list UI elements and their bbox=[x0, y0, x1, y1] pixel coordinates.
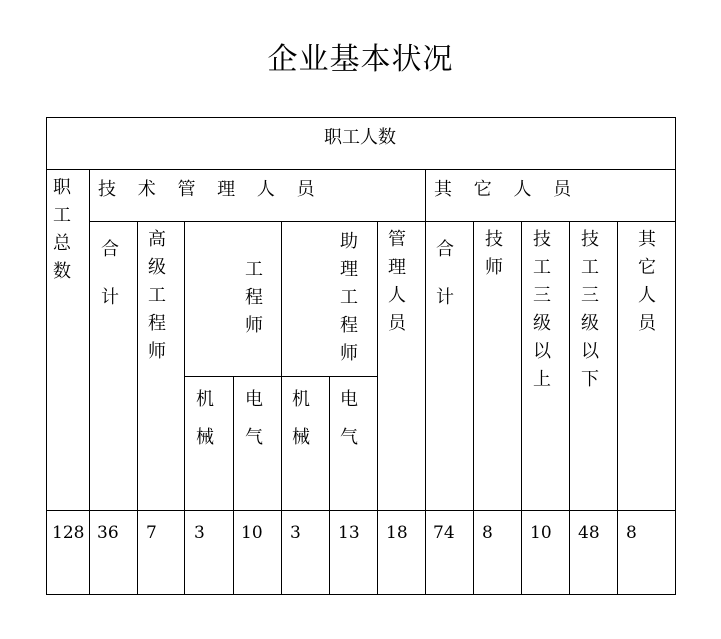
col-tech-grade3-above: 技工三级以上 bbox=[533, 229, 551, 390]
col-senior-engineer: 高级工程师 bbox=[148, 229, 166, 362]
col-management-staff: 管理人员 bbox=[388, 229, 406, 334]
col-divider bbox=[137, 221, 138, 595]
col-technician: 技师 bbox=[485, 229, 503, 278]
row-divider bbox=[89, 221, 676, 222]
table-border-top bbox=[46, 117, 676, 118]
value-senior-engineer: 7 bbox=[146, 523, 157, 543]
col-divider bbox=[281, 221, 282, 595]
header-tech-management: 技 术 管 理 人 员 bbox=[98, 179, 323, 200]
header-total-staff: 职工总数 bbox=[53, 177, 71, 282]
col-divider bbox=[425, 169, 426, 595]
value-assistant-mechanical: 3 bbox=[290, 523, 301, 543]
value-tech-grade3-above: 10 bbox=[530, 523, 552, 543]
col-tech-grade3-below: 技工三级以下 bbox=[581, 229, 599, 390]
col-mechanical-2: 机械 bbox=[292, 389, 310, 448]
col-divider bbox=[184, 221, 185, 595]
value-subtotal-2: 74 bbox=[433, 523, 455, 543]
header-other-staff: 其 它 人 员 bbox=[434, 179, 580, 200]
row-divider bbox=[46, 510, 676, 511]
col-divider bbox=[473, 221, 474, 595]
col-subtotal-1: 合计 bbox=[101, 239, 119, 308]
value-tech-grade3-below: 48 bbox=[578, 523, 600, 543]
col-divider bbox=[329, 376, 330, 595]
value-engineer-electrical: 10 bbox=[241, 523, 263, 543]
table-border-right bbox=[675, 117, 676, 595]
value-engineer-mechanical: 3 bbox=[194, 523, 205, 543]
col-divider bbox=[89, 169, 90, 595]
col-mechanical-1: 机械 bbox=[196, 389, 214, 448]
value-total-staff: 128 bbox=[52, 523, 85, 543]
col-other-staff: 其它人员 bbox=[638, 229, 656, 334]
col-assistant-engineer: 助理工程师 bbox=[340, 231, 358, 364]
value-other-staff: 8 bbox=[626, 523, 637, 543]
col-electrical-2: 电气 bbox=[340, 389, 358, 448]
page-title: 企业基本状况 bbox=[267, 42, 454, 77]
col-divider bbox=[617, 221, 618, 595]
table-border-left bbox=[46, 117, 47, 595]
col-divider bbox=[569, 221, 570, 595]
col-divider bbox=[377, 221, 378, 595]
table-border-bottom bbox=[46, 594, 676, 595]
col-engineer: 工程师 bbox=[245, 259, 263, 336]
col-electrical-1: 电气 bbox=[245, 389, 263, 448]
header-staff-count: 职工人数 bbox=[324, 127, 396, 148]
value-management-staff: 18 bbox=[386, 523, 408, 543]
value-assistant-electrical: 13 bbox=[338, 523, 360, 543]
row-divider bbox=[46, 169, 676, 170]
col-subtotal-2: 合计 bbox=[436, 239, 454, 308]
col-divider bbox=[233, 376, 234, 595]
value-subtotal-1: 36 bbox=[97, 523, 119, 543]
col-divider bbox=[521, 221, 522, 595]
value-technician: 8 bbox=[482, 523, 493, 543]
